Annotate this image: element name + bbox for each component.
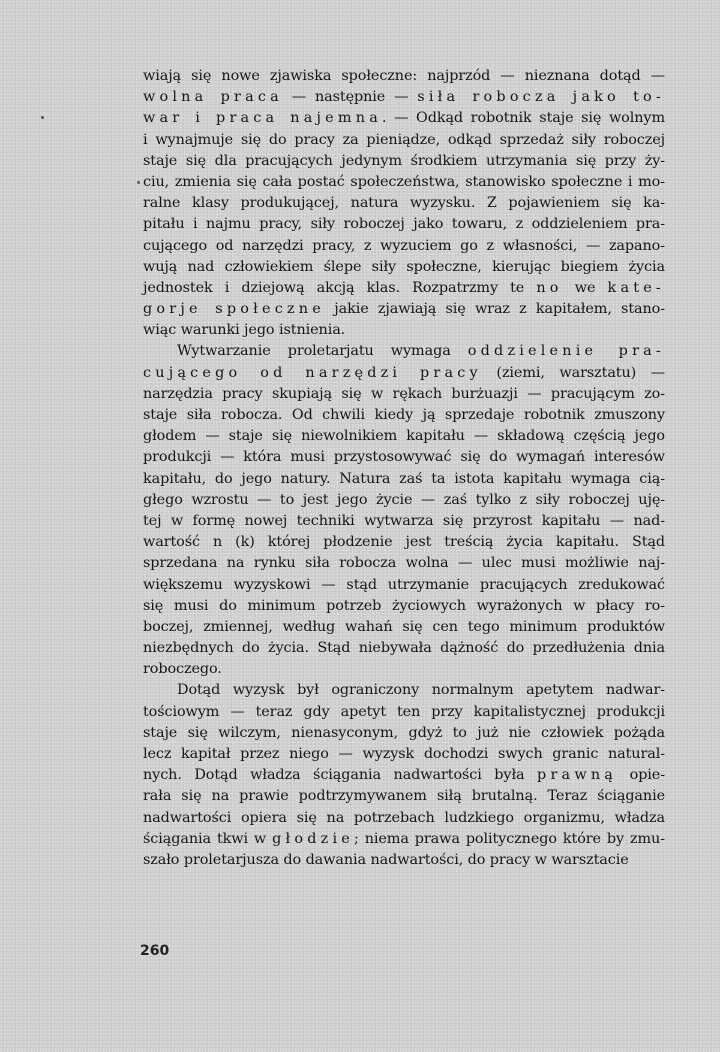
text-line bbox=[143, 490, 665, 511]
text-line bbox=[143, 384, 665, 405]
text-line bbox=[143, 236, 665, 257]
text-segment: sprzedana na rynku siła robocza wolna — ulec musi możliwie naj- bbox=[143, 555, 665, 572]
paragraph bbox=[143, 341, 665, 680]
text-line bbox=[143, 214, 665, 235]
spaced-emphasis: głodzie bbox=[272, 830, 354, 847]
text-line bbox=[143, 511, 665, 532]
text-segment: szało proletarjusza do dawania nadwartości, do pracy w warsztacie bbox=[143, 851, 629, 868]
text-line bbox=[143, 829, 665, 850]
text-segment: wiają się nowe zjawiska społeczne: najprzód — nieznana dotąd — bbox=[143, 68, 665, 84]
text-segment: większemu wyzyskowi — stąd utrzymanie pracujących zredukować bbox=[143, 576, 665, 593]
text-segment: ciu, zmienia się cała postać społeczeństwa, stanowisko społeczne i mo- bbox=[143, 173, 665, 190]
text-segment: — następnie — bbox=[282, 89, 418, 106]
text-line bbox=[143, 363, 665, 384]
text-segment: staje się dla pracujących jedynym środkiem utrzymania się przy ży- bbox=[143, 152, 665, 169]
text-segment: cującego od narzędzi pracy, z wyzuciem go z własności, — zapano- bbox=[143, 237, 665, 254]
text-line bbox=[143, 108, 665, 129]
text-line bbox=[143, 850, 665, 871]
text-segment: boczej, zmiennej, według wahań się cen tego minimum produktów bbox=[143, 618, 665, 635]
text-segment: głego wzrostu — to jest jego życie — zaś tylko z siły roboczej uję- bbox=[143, 491, 665, 508]
body-text bbox=[143, 66, 665, 871]
text-line bbox=[143, 130, 665, 151]
text-line bbox=[143, 320, 665, 341]
text-line bbox=[143, 257, 665, 278]
text-line bbox=[143, 786, 665, 807]
spaced-emphasis: wolna praca bbox=[143, 89, 283, 106]
spaced-emphasis: prawną bbox=[537, 767, 618, 784]
paragraph bbox=[143, 66, 665, 341]
text-segment: . — Odkąd robotnik staje się wolnym bbox=[382, 110, 665, 127]
text-line bbox=[143, 575, 665, 596]
text-segment: roboczego. bbox=[143, 661, 222, 678]
spaced-emphasis: war i praca najemna bbox=[143, 110, 382, 127]
print-speck bbox=[41, 116, 44, 119]
paragraph bbox=[143, 680, 665, 871]
text-line bbox=[143, 808, 665, 829]
text-segment: tościowym — teraz gdy apetyt ten przy kapitalistycznej produkcji bbox=[143, 703, 665, 720]
text-line bbox=[143, 405, 665, 426]
text-line bbox=[143, 299, 665, 320]
text-line bbox=[143, 744, 665, 765]
text-segment: we bbox=[562, 279, 608, 296]
text-segment: (ziemi, warsztatu) — bbox=[481, 364, 665, 381]
text-segment: się musi do minimum potrzeb życiowych wyrażonych w płacy ro- bbox=[143, 597, 665, 614]
text-segment: wują nad człowiekiem ślepe siły społeczne, kierując biegiem życia bbox=[143, 258, 665, 275]
text-line bbox=[143, 87, 665, 108]
text-line bbox=[143, 659, 665, 680]
text-segment: jakie zjawiają się wraz z kapitałem, stano- bbox=[324, 301, 665, 318]
text-line bbox=[143, 193, 665, 214]
text-line bbox=[143, 469, 665, 490]
text-segment: i wynajmuje się do pracy za pieniądze, odkąd sprzedaż siły roboczej bbox=[143, 131, 665, 148]
spaced-emphasis: siła robocza jako to- bbox=[417, 89, 665, 106]
text-segment: opie- bbox=[617, 767, 665, 784]
spaced-emphasis: no bbox=[536, 279, 563, 296]
text-segment: głodem — staje się niewolnikiem kapitału — składową częścią jego bbox=[143, 428, 665, 445]
text-segment: wiąc warunki jego istnienia. bbox=[143, 322, 346, 339]
text-segment: produkcji — która musi przystosowywać się do wymagań interesów bbox=[143, 449, 665, 466]
spaced-emphasis: cującego od narzędzi pracy bbox=[143, 364, 482, 381]
text-segment: Dotąd wyzysk był ograniczony normalnym apetytem nadwar- bbox=[177, 682, 665, 699]
text-line bbox=[143, 447, 665, 468]
spaced-emphasis: gorje społeczne bbox=[143, 301, 325, 318]
print-speck bbox=[137, 181, 140, 184]
spaced-emphasis: kate- bbox=[607, 279, 665, 296]
text-line bbox=[143, 723, 665, 744]
text-segment: ściągania tkwi w bbox=[143, 830, 273, 847]
text-segment: kapitału, do jego natury. Natura zaś ta istota kapitału wymaga cią- bbox=[143, 470, 665, 487]
text-line bbox=[143, 172, 665, 193]
text-segment: pitału i najmu pracy, siły roboczej jako towaru, z oddzieleniem pra- bbox=[143, 216, 665, 233]
text-segment: rała się na prawie podtrzymywanem siłą brutalną. Teraz ściąganie bbox=[143, 788, 665, 805]
text-segment: Wytwarzanie proletarjatu wymaga bbox=[177, 343, 468, 360]
text-line bbox=[143, 702, 665, 723]
text-segment: narzędzia pracy skupiają się w rękach burżuazji — pracującym zo- bbox=[143, 385, 665, 402]
spaced-emphasis: oddzielenie pra- bbox=[467, 343, 665, 360]
text-line bbox=[143, 532, 665, 553]
text-segment: lecz kapitał przez niego — wyzysk dochodzi swych granic natural- bbox=[143, 746, 665, 762]
text-segment: wartość n (k) której płodzenie jest treścią życia kapitału. Stąd bbox=[143, 534, 665, 551]
text-line bbox=[143, 617, 665, 638]
page-number: 260 bbox=[140, 943, 170, 959]
text-line bbox=[143, 638, 665, 659]
text-line bbox=[143, 151, 665, 172]
text-segment: ; niema prawa politycznego które by zmu- bbox=[353, 830, 665, 847]
text-segment: staje się wilczym, nienasyconym, gdyż to już nie człowiek pożąda bbox=[143, 724, 665, 741]
text-segment: jednostek i dziejową akcją klas. Rozpatrzmy te bbox=[143, 279, 537, 296]
text-line bbox=[143, 278, 665, 299]
text-segment: ralne klasy produkującej, natura wyzysku. Z pojawieniem się ka- bbox=[143, 195, 665, 212]
text-line bbox=[143, 553, 665, 574]
text-line bbox=[143, 596, 665, 617]
text-segment: nych. Dotąd władza ściągania nadwartości była bbox=[143, 767, 538, 784]
text-segment: staje siła robocza. Od chwili kiedy ją sprzedaje robotnik zmuszony bbox=[143, 407, 665, 423]
text-line bbox=[143, 426, 665, 447]
text-line bbox=[143, 341, 665, 362]
text-segment: tej w formę nowej techniki wytwarza się przyrost kapitału — nad- bbox=[143, 512, 665, 529]
text-segment: nadwartości opiera się na potrzebach ludzkiego organizmu, władza bbox=[143, 809, 665, 826]
text-line bbox=[143, 66, 665, 87]
text-line bbox=[143, 680, 665, 701]
text-segment: niezbędnych do życia. Stąd niebywała dążność do przedłużenia dnia bbox=[143, 640, 665, 657]
text-line bbox=[143, 765, 665, 786]
